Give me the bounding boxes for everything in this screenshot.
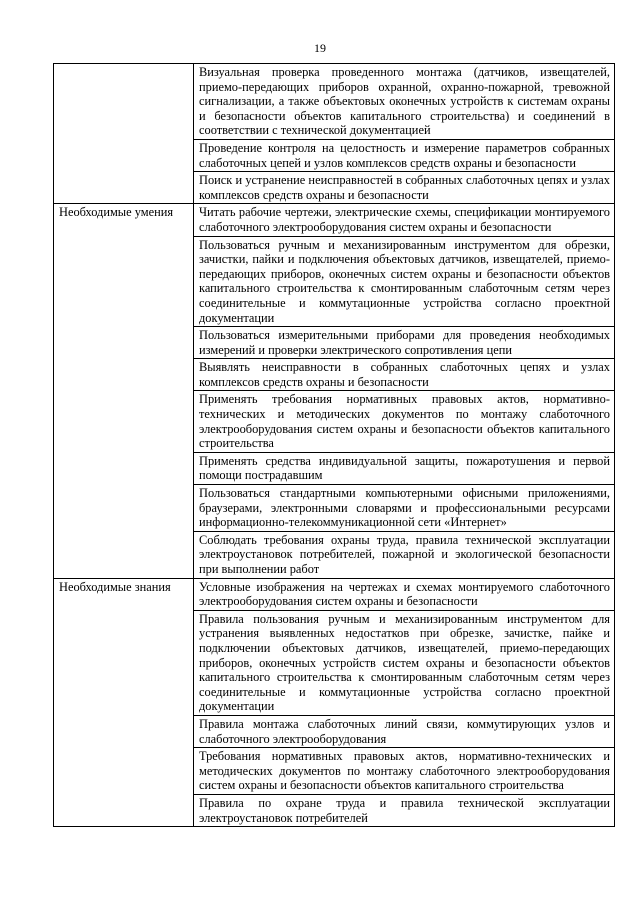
knowledge-item: Правила пользования ручным и механизированным инструментом для устранения выявленных недостатков при обрезке, зачистке, пайке и подключении объектовых датчиков, извещателей, приемо-передающих приборов, оконечных устройств систем охраны и безопасности объектов капитального строительства к смонтированным слаботочным сетям через соединительные и коммутационные устройства согласно проектной документации [194, 610, 615, 715]
category-cell-continued [54, 64, 194, 204]
requirements-table [53, 63, 615, 827]
table-row [54, 64, 615, 140]
skill-item: Пользоваться стандартными компьютерными офисными приложениями, браузерами, электронными словарями и профессиональными ресурсами информационно-телекоммуникационной сети «Интернет» [194, 485, 615, 532]
knowledge-item: Правила монтажа слаботочных линий связи, коммутирующих узлов и слаботочного электрооборудования [194, 715, 615, 747]
skill-item: Выявлять неисправности в собранных слаботочных цепях и узлах комплексов средств охраны и безопасности [194, 359, 615, 391]
page-number: 19 [314, 41, 326, 55]
skill-item: Соблюдать требования охраны труда, правила технической эксплуатации электроустановок потребителей, пожарной и экологической безопасности при выполнении работ [194, 531, 615, 578]
requirement-item: Проведение контроля на целостность и измерение параметров собранных слаботочных цепей и узлов комплексов средств охраны и безопасности [194, 139, 615, 171]
table-row [54, 578, 615, 610]
knowledge-item: Требования нормативных правовых актов, нормативно-технических и методических документов по монтажу слаботочного электрооборудования систем охраны и безопасности объектов капитального строительства [194, 748, 615, 795]
skill-item: Пользоваться ручным и механизированным инструментом для обрезки, зачистки, пайки и подключения объектовых датчиков, извещателей, приемо-передающих приборов, оконечных систем охраны и безопасности объектов капитального строительства к смонтированным слаботочным сетям через соединительные и коммутационные устройства согласно проектной документации [194, 236, 615, 327]
skill-item: Применять требования нормативных правовых актов, нормативно-технических и методических документов по монтажу слаботочного электрооборудования систем охраны и безопасности объектов капитального строительства [194, 391, 615, 452]
skill-item: Читать рабочие чертежи, электрические схемы, спецификации монтируемого слаботочного электрооборудования систем охраны и безопасности [194, 204, 615, 236]
knowledge-item: Условные изображения на чертежах и схемах монтируемого слаботочного электрооборудования систем охраны и безопасности [194, 578, 615, 610]
table-row [54, 204, 615, 236]
requirement-item: Поиск и устранение неисправностей в собранных слаботочных цепях и узлах комплексов средств охраны и безопасности [194, 172, 615, 204]
category-cell-knowledge: Необходимые знания [54, 578, 194, 827]
requirement-item: Визуальная проверка проведенного монтажа (датчиков, извещателей, приемо-передающих приборов охранной, охранно-пожарной, тревожной сигнализации, а также объектовых оконечных устройств к системам охраны и безопасности объектов капитального строительства) и соединений в соответствии с технической документацией [194, 64, 615, 140]
knowledge-item: Правила по охране труда и правила технической эксплуатации электроустановок потребителей [194, 794, 615, 826]
category-cell-skills: Необходимые умения [54, 204, 194, 578]
skill-item: Применять средства индивидуальной защиты, пожаротушения и первой помощи пострадавшим [194, 452, 615, 484]
skill-item: Пользоваться измерительными приборами для проведения необходимых измерений и проверки электрического сопротивления цепи [194, 327, 615, 359]
